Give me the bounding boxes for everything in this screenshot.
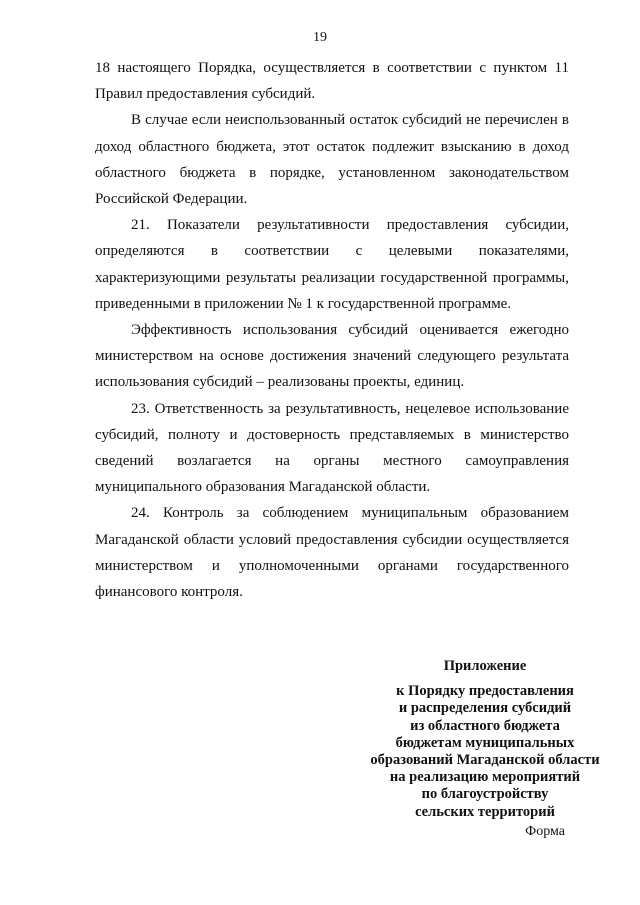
appendix-line: и распределения субсидий [398, 700, 572, 717]
paragraph-efficiency: Эффективность использования субсидий оценивается ежегодно министерством на основе достижения значений следующего результата использования субсидий – реализованы проекты, единиц. [95, 322, 569, 391]
paragraph-unused-balance: В случае если неиспользованный остаток субсидий не перечислен в доход областного бюджета, этот остаток подлежит взысканию в доход областного бюджета в порядке, установленном законодательством Российской Федерации. [95, 112, 569, 208]
paragraph-24-control: 24. Контроль за соблюдением муниципальным образованием Магаданской области условий предоставления субсидии осуществляется министерством и уполномоченными органами государственного финансового контроля. [95, 505, 569, 601]
appendix-block [300, 658, 640, 821]
appendix-line: из областного бюджета [410, 717, 560, 734]
page-number: 19 [313, 30, 327, 45]
appendix-line: на реализацию мероприятий [389, 769, 581, 786]
appendix-line: бюджетам муниципальных [395, 734, 575, 751]
paragraph-23-responsibility: 23. Ответственность за результативность, нецелевое использование субсидий, полноту и достоверность представляемых в министерство сведений возлагается на органы местного самоуправления муниципального образования Магаданской области. [95, 400, 569, 496]
paragraph-continuation: 18 настоящего Порядка, осуществляется в соответствии с пунктом 11 Правил предоставления субсидий. [95, 60, 569, 103]
appendix-line: к Порядку предоставления [396, 683, 574, 700]
appendix-title: Приложение [443, 658, 527, 674]
appendix-line: по благоустройству [421, 786, 549, 803]
paragraph-21-indicators: 21. Показатели результативности предоставления субсидии, определяются в соответствии с целевыми показателями, характеризующими результаты реализации государственной программы, приведенными в приложении № 1 к государственной программе. [95, 217, 569, 312]
appendix-line: образований Магаданской области [370, 752, 600, 769]
form-label: Форма [525, 824, 565, 839]
appendix-line: сельских территорий [415, 803, 555, 820]
body-text [95, 55, 569, 605]
